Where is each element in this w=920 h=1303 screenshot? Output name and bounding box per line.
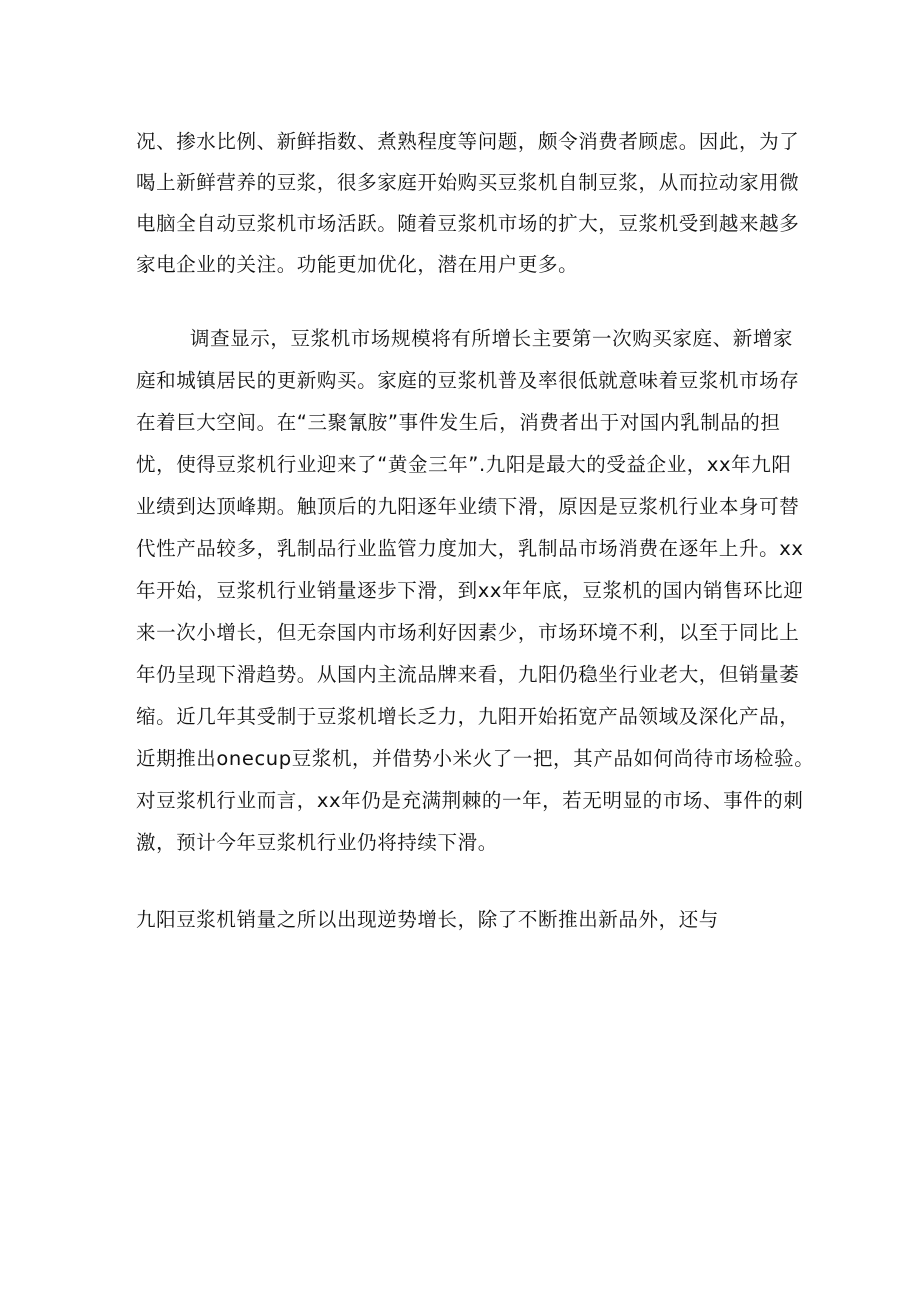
paragraph-2-line-13: 激，预计今年豆浆机行业仍将持续下滑。	[136, 831, 498, 854]
paragraph-1-line-2: 喝上新鲜营养的豆浆，很多家庭开始购买豆浆机自制豆浆，从而拉动家用微	[136, 171, 800, 194]
paragraph-3-line-1: 九阳豆浆机销量之所以出现逆势增长，除了不断推出新品外，还与	[136, 908, 719, 931]
paragraph-2-line-12: 对豆浆机行业而言，xx年仍是充满荆棘的一年，若无明显的市场、事件的刺	[136, 789, 804, 812]
paragraph-1-line-3: 电脑全自动豆浆机市场活跃。随着豆浆机市场的扩大，豆浆机受到越来越多	[136, 212, 800, 235]
paragraph-2-line-2: 庭和城镇居民的更新购买。家庭的豆浆机普及率很低就意味着豆浆机市场存	[136, 369, 800, 392]
paragraph-2-line-10: 缩。近几年其受制于豆浆机增长乏力，九阳开始拓宽产品领域及深化产品，	[136, 705, 800, 728]
paragraph-2-line-7: 年开始，豆浆机行业销量逐步下滑，到xx年年底，豆浆机的国内销售环比迎	[136, 579, 804, 602]
paragraph-1-line-1: 况、掺水比例、新鲜指数、煮熟程度等问题，颇令消费者顾虑。因此，为了	[136, 130, 800, 153]
paragraph-2-line-6: 代性产品较多，乳制品行业监管力度加大，乳制品市场消费在逐年上升。xx	[136, 537, 804, 560]
paragraph-2-line-4: 忧，使得豆浆机行业迎来了“黄金三年”.九阳是最大的受益企业，xx年九阳	[136, 453, 792, 476]
paragraph-2-line-8: 来一次小增长，但无奈国内市场利好因素少，市场环境不利，以至于同比上	[136, 621, 800, 644]
paragraph-2-line-5: 业绩到达顶峰期。触顶后的九阳逐年业绩下滑，原因是豆浆机行业本身可替	[136, 495, 800, 518]
paragraph-2-line-11: 近期推出onecup豆浆机，并借势小米火了一把，其产品如何尚待市场检验。	[136, 747, 815, 770]
paragraph-2-line-3: 在着巨大空间。在“三聚氰胺”事件发生后，消费者出于对国内乳制品的担	[136, 411, 781, 434]
paragraph-2-line-9: 年仍呈现下滑趋势。从国内主流品牌来看，九阳仍稳坐行业老大，但销量萎	[136, 663, 800, 686]
paragraph-1-line-4: 家电企业的关注。功能更加优化，潜在用户更多。	[136, 253, 579, 276]
paragraph-2-line-1: 调查显示，豆浆机市场规模将有所增长主要第一次购买家庭、新增家	[190, 327, 794, 350]
